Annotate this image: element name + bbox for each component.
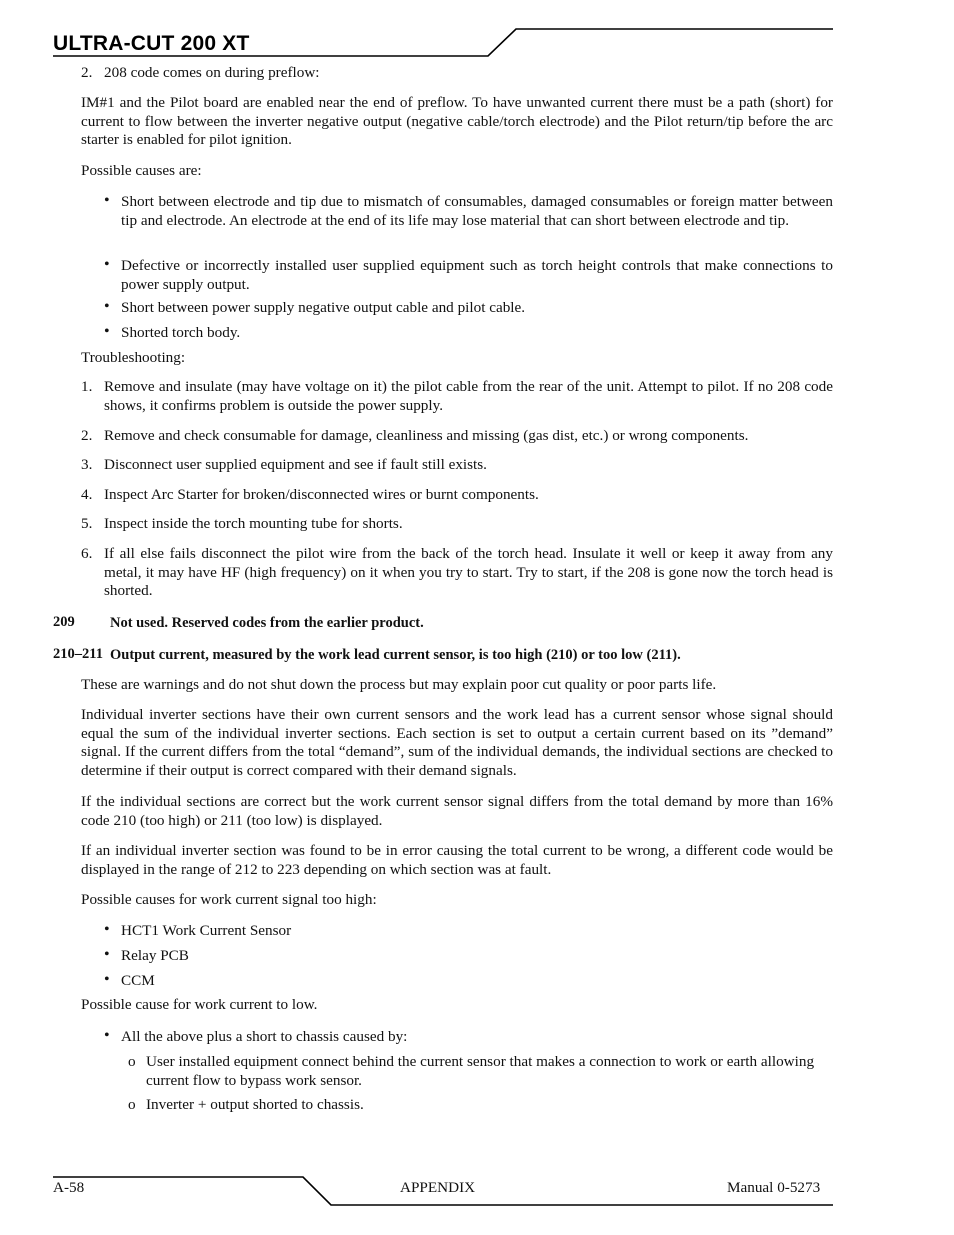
bullet: • xyxy=(104,1027,110,1044)
step-number: 5. xyxy=(81,515,93,532)
step-text: Inspect inside the torch mounting tube for shorts. xyxy=(104,515,403,532)
paragraph: Possible causes are: xyxy=(81,162,202,179)
list-item: CCM xyxy=(121,972,155,989)
paragraph: These are warnings and do not shut down the process but may explain poor cut quality or poor parts life. xyxy=(81,676,717,693)
paragraph: Possible cause for work current to low. xyxy=(81,996,318,1013)
step-text: Inspect Arc Starter for broken/disconnected wires or burnt components. xyxy=(104,486,539,503)
list-item: Defective or incorrectly installed user supplied equipment such as torch height controls that make connections to power supply output. xyxy=(121,257,833,293)
sub-list-item: Inverter + output shorted to chassis. xyxy=(146,1096,364,1113)
paragraph: Possible causes for work current signal too high: xyxy=(81,891,377,908)
code-number: 210–211 xyxy=(53,646,103,662)
bullet: • xyxy=(104,921,110,938)
paragraph: Individual inverter sections have their own current sensors and the work lead has a current sensor whose signal should equal the sum of the individual inverter sections. Each section is set to output a certain current based on its ”demand” signal. If the current differs from the total “demand”, sum of the individual demands, the individual sections are checked to determine if their output is correct compared with their demand signals. xyxy=(81,706,833,779)
page-number: A-58 xyxy=(53,1179,85,1196)
list-item: HCT1 Work Current Sensor xyxy=(121,922,292,939)
sub-bullet: o xyxy=(128,1053,136,1070)
item-number: 2. xyxy=(81,64,93,81)
sub-bullet: o xyxy=(128,1096,136,1113)
bullet: • xyxy=(104,323,110,340)
footer-section: APPENDIX xyxy=(400,1179,476,1196)
paragraph: IM#1 and the Pilot board are enabled near the end of preflow. To have unwanted current there must be a path (short) for current to flow between the inverter negative output (negative cable/torch electrode) and the Pilot return/tip before the arc starter is enabled for pilot ignition. xyxy=(81,94,833,148)
code-description: Not used. Reserved codes from the earlier product. xyxy=(110,615,424,631)
manual-title: ULTRA-CUT 200 XT xyxy=(53,32,250,55)
list-item: Shorted torch body. xyxy=(121,324,241,341)
code-description: Output current, measured by the work lead current sensor, is too high (210) or too low (211). xyxy=(110,647,681,663)
bullet: • xyxy=(104,946,110,963)
paragraph: If the individual sections are correct but the work current sensor signal differs from the total demand by more than 16% code 210 (too high) or 211 (too low) is displayed. xyxy=(81,793,833,829)
step-number: 2. xyxy=(81,427,93,444)
step-text: If all else fails disconnect the pilot wire from the back of the torch head. Insulate it well or keep it away from any metal, it may have HF (high frequency) on it when you try to start. Try to start, if the 208 is gone now the torch head is shorted. xyxy=(104,545,833,599)
bullet: • xyxy=(104,192,110,209)
paragraph: If an individual inverter section was found to be in error causing the total current to be wrong, a different code would be displayed in the range of 212 to 223 depending on which section was at fault. xyxy=(81,842,833,878)
item-text: 208 code comes on during preflow: xyxy=(104,64,320,81)
code-number: 209 xyxy=(53,614,75,630)
bullet: • xyxy=(104,298,110,315)
list-item: Relay PCB xyxy=(121,947,189,964)
bullet: • xyxy=(104,256,110,273)
step-text: Disconnect user supplied equipment and see if fault still exists. xyxy=(104,456,487,473)
step-text: Remove and insulate (may have voltage on it) the pilot cable from the rear of the unit. Attempt to pilot. If no 208 code shows, it confirms problem is outside the power supply. xyxy=(104,378,833,414)
manual-number: Manual 0-5273 xyxy=(727,1179,821,1196)
step-number: 1. xyxy=(81,378,93,395)
sub-list-item: User installed equipment connect behind the current sensor that makes a connection to work or earth allowing current flow to bypass work sensor. xyxy=(146,1053,815,1089)
bullet: • xyxy=(104,971,110,988)
step-number: 4. xyxy=(81,486,93,503)
list-item: Short between electrode and tip due to mismatch of consumables, damaged consumables or foreign matter between tip and electrode. An electrode at the end of its life may lose material that can short between electrode and tip. xyxy=(121,193,833,229)
paragraph: Troubleshooting: xyxy=(81,349,186,366)
list-item: All the above plus a short to chassis caused by: xyxy=(121,1028,408,1045)
step-number: 6. xyxy=(81,545,93,562)
step-text: Remove and check consumable for damage, cleanliness and missing (gas dist, etc.) or wrong components. xyxy=(104,427,749,444)
step-number: 3. xyxy=(81,456,93,473)
list-item: Short between power supply negative output cable and pilot cable. xyxy=(121,299,526,316)
